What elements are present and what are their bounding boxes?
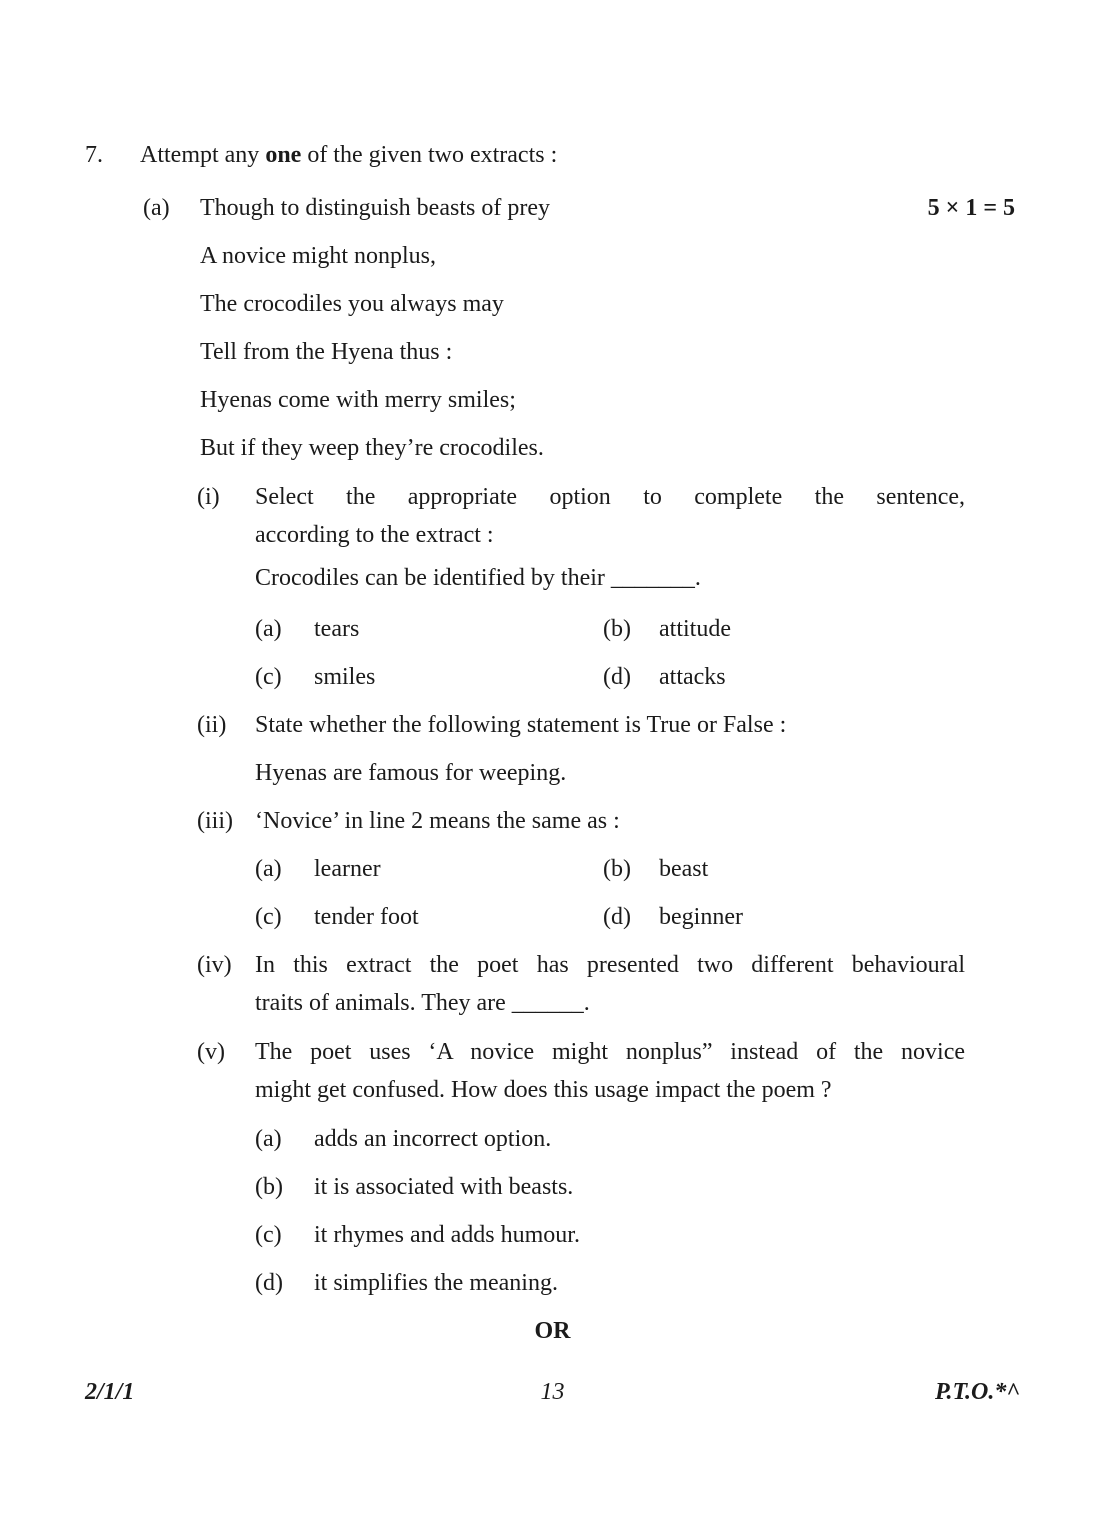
subquestion-i-stem: Crocodiles can be identified by their _______. xyxy=(255,565,701,591)
subquestion-iv-text xyxy=(255,946,965,1022)
option-row xyxy=(0,610,1105,648)
subquestion-iii-line1: ‘Novice’ in line 2 means the same as : xyxy=(255,808,620,834)
poem-line: Hyenas come with merry smiles; xyxy=(200,387,516,413)
question-number: 7. xyxy=(85,142,103,168)
paper-code: 2/1/1 xyxy=(85,1379,135,1405)
poem-line: But if they weep they’re crocodiles. xyxy=(200,435,544,461)
option-b-text: it is associated with beasts. xyxy=(314,1174,574,1200)
marks-badge: 5 × 1 = 5 xyxy=(927,195,1015,221)
poem-line: Tell from the Hyena thus : xyxy=(200,339,453,365)
option-a-text: adds an incorrect option. xyxy=(314,1126,552,1152)
subquestion-i-text xyxy=(255,478,965,554)
option-c-text: smiles xyxy=(314,664,376,690)
option-b-label: (b) xyxy=(603,856,631,882)
option-a-text: learner xyxy=(314,856,381,882)
extract-a-label: (a) xyxy=(143,195,170,221)
subquestion-iv xyxy=(0,946,1105,1022)
option-a-label: (a) xyxy=(255,1126,282,1152)
option-row xyxy=(0,1168,1105,1206)
subquestion-i xyxy=(0,478,1105,554)
option-a-text: tears xyxy=(314,616,360,642)
poem-line: The crocodiles you always may xyxy=(200,291,504,317)
subquestion-i-line1: Select the appropriate option to complete the sentence, xyxy=(255,484,965,510)
subquestion-v-label: (v) xyxy=(197,1039,225,1065)
option-a-label: (a) xyxy=(255,616,282,642)
option-b-text: attitude xyxy=(659,616,731,642)
or-divider: OR xyxy=(534,1318,571,1344)
subquestion-iv-line1: In this extract the poet has presented two different behavioural xyxy=(255,952,965,978)
subquestion-ii-line1: State whether the following statement is True or False : xyxy=(255,712,787,738)
option-d-text: it simplifies the meaning. xyxy=(314,1270,558,1296)
subquestion-ii-text xyxy=(255,706,965,744)
question-7-row xyxy=(0,136,1105,174)
option-c-label: (c) xyxy=(255,904,282,930)
option-c-text: tender foot xyxy=(314,904,419,930)
subquestion-iii xyxy=(0,802,1105,840)
pto-marker: P.T.O.*^ xyxy=(934,1379,1021,1405)
subquestion-v-line1: The poet uses ‘A novice might nonplus” instead of the novice xyxy=(255,1039,965,1065)
option-d-label: (d) xyxy=(603,904,631,930)
prompt-bold: one xyxy=(265,142,302,168)
option-d-label: (d) xyxy=(255,1270,283,1296)
option-row xyxy=(0,1120,1105,1158)
poem-line: Though to distinguish beasts of prey xyxy=(200,195,550,221)
option-b-text: beast xyxy=(659,856,709,882)
question-prompt xyxy=(140,136,557,174)
subquestion-iii-label: (iii) xyxy=(197,808,233,834)
option-row xyxy=(0,1264,1105,1302)
option-c-label: (c) xyxy=(255,664,282,690)
option-row xyxy=(0,658,1105,696)
page-footer xyxy=(85,1373,1020,1411)
option-d-text: attacks xyxy=(659,664,726,690)
subquestion-ii-label: (ii) xyxy=(197,712,227,738)
page-number: 13 xyxy=(540,1379,565,1405)
option-row xyxy=(0,1216,1105,1254)
option-d-label: (d) xyxy=(603,664,631,690)
subquestion-v-line2: might get confused. How does this usage impact the poem ? xyxy=(255,1077,832,1103)
option-row xyxy=(0,898,1105,936)
option-c-text: it rhymes and adds humour. xyxy=(314,1222,580,1248)
subquestion-i-line2: according to the extract : xyxy=(255,522,494,548)
prompt-post: of the given two extracts : xyxy=(301,142,558,168)
option-b-label: (b) xyxy=(603,616,631,642)
option-c-label: (c) xyxy=(255,1222,282,1248)
option-d-text: beginner xyxy=(659,904,743,930)
subquestion-iii-text xyxy=(255,802,965,840)
poem-line: A novice might nonplus, xyxy=(200,243,436,269)
option-a-label: (a) xyxy=(255,856,282,882)
extract-a-first-row xyxy=(0,189,1105,227)
subquestion-v-text xyxy=(255,1033,965,1109)
subquestion-v xyxy=(0,1033,1105,1109)
option-row xyxy=(0,850,1105,888)
subquestion-iv-label: (iv) xyxy=(197,952,232,978)
subquestion-ii xyxy=(0,706,1105,744)
subquestion-iv-line2: traits of animals. They are ______. xyxy=(255,990,590,1016)
subquestion-ii-stem: Hyenas are famous for weeping. xyxy=(255,760,567,786)
subquestion-i-label: (i) xyxy=(197,484,220,510)
option-b-label: (b) xyxy=(255,1174,283,1200)
prompt-pre: Attempt any xyxy=(140,142,266,168)
